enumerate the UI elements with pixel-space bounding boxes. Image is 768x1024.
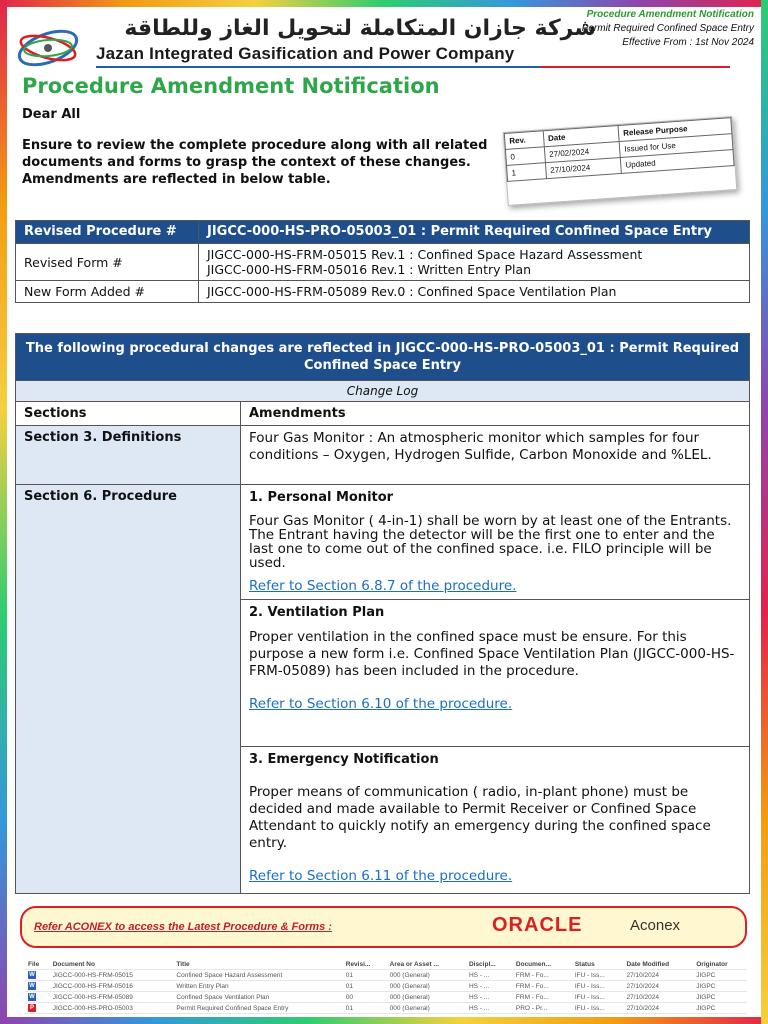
change-log-title: Change Log <box>16 381 750 402</box>
revised-form-2: JIGCC-000-HS-FRM-05016 Rev.1 : Written Entry Plan <box>207 262 532 277</box>
procedure-table <box>15 220 750 303</box>
doc-number: JIGCC-000-HS-FRM-05015 <box>50 970 174 981</box>
date-cell: 27/02/2024 <box>544 142 620 163</box>
doc-type: PRO - Pr... <box>513 1003 572 1014</box>
word-file-icon: W <box>29 994 35 1000</box>
date-cell: 27/10/2024 <box>545 157 621 178</box>
amendment-title: 2. Ventilation Plan <box>249 605 385 620</box>
doc-area: 000 (General) <box>387 981 466 992</box>
table-row[interactable] <box>25 1003 747 1014</box>
revised-procedure-label: Revised Procedure # <box>16 221 199 244</box>
doc-revision: 01 <box>343 970 387 981</box>
border-bottom <box>0 1017 768 1024</box>
doc-title: Confined Space Hazard Assessment <box>173 970 342 981</box>
sections-header: Sections <box>16 402 241 426</box>
amendments-header: Amendments <box>241 402 750 426</box>
doc-originator: JIGPC <box>693 992 747 1003</box>
date-header: Date <box>543 126 619 147</box>
doc-revision: 01 <box>343 981 387 992</box>
doc-title: Confined Space Ventilation Plan <box>173 992 342 1003</box>
doc-number: JIGCC-000-HS-FRM-05016 <box>50 981 174 992</box>
aconex-instruction[interactable]: Refer ACONEX to access the Latest Procedure & Forms : <box>34 921 332 933</box>
section-link[interactable]: Refer to Section 6.11 of the procedure. <box>249 868 513 884</box>
purpose-cell: Issued for Use <box>619 134 733 158</box>
word-file-icon: W <box>29 972 35 978</box>
doc-status: IFU - Iss... <box>572 970 624 981</box>
doc-status: IFU - Iss... <box>572 1003 624 1014</box>
border-right <box>761 0 768 1024</box>
revised-form-values <box>199 244 750 281</box>
rev-cell: 1 <box>507 163 547 182</box>
doc-type: FRM - Fo... <box>513 981 572 992</box>
header-effective-date: Effective From : 1st Nov 2024 <box>622 37 754 48</box>
doc-originator: JIGPC <box>693 1003 747 1014</box>
definitions-text: Four Gas Monitor : An atmospheric monitor which samples for four conditions – Oxygen, Hydrogen Sulfide, Carbon Monoxide and %LEL. <box>241 426 750 485</box>
col-file[interactable]: File <box>25 960 50 970</box>
doc-discipline: HS - ... <box>466 981 513 992</box>
revised-procedure-value: JIGCC-000-HS-PRO-05003_01 : Permit Required Confined Space Entry <box>199 221 750 244</box>
doc-number: JIGCC-000-HS-FRM-05089 <box>50 992 174 1003</box>
intro-text: Ensure to review the complete procedure along with all related documents and forms to grasp the context of these changes. Amendments are reflected in below table. <box>22 138 488 187</box>
oracle-logo: ORACLE <box>492 914 583 936</box>
company-name-english: Jazan Integrated Gasification and Power Company <box>96 44 515 63</box>
header-doc-type: Procedure Amendment Notification <box>586 9 754 20</box>
doc-discipline: HS - ... <box>466 1003 513 1014</box>
company-logo <box>14 20 86 76</box>
amendment-item <box>241 485 750 600</box>
col-discipline[interactable]: Discipl... <box>466 960 513 970</box>
revised-form-label: Revised Form # <box>16 244 199 281</box>
procedure-section: Section 6. Procedure <box>16 485 241 894</box>
doc-status: IFU - Iss... <box>572 992 624 1003</box>
section-link[interactable]: Refer to Section 6.8.7 of the procedure. <box>249 578 517 594</box>
doc-discipline: HS - ... <box>466 992 513 1003</box>
revision-table <box>503 116 738 206</box>
revised-form-1: JIGCC-000-HS-FRM-05015 Rev.1 : Confined Space Hazard Assessment <box>207 247 643 262</box>
doc-revision: 01 <box>343 1003 387 1014</box>
purpose-header: Release Purpose <box>618 118 732 142</box>
doc-type: FRM - Fo... <box>513 992 572 1003</box>
amendment-text: Proper means of communication ( radio, in-plant phone) must be decided and made available to Permit Receiver or Confined Space Attendant to quickly notify an emergency during the confined space entry. <box>249 784 711 851</box>
doc-number: JIGCC-000-HS-PRO-05003 <box>50 1003 174 1014</box>
doc-type: FRM - Fo... <box>513 970 572 981</box>
purpose-cell: Updated <box>620 150 734 174</box>
col-status[interactable]: Status <box>572 960 624 970</box>
amendment-title: 3. Emergency Notification <box>249 752 439 767</box>
doc-status: IFU - Iss... <box>572 981 624 992</box>
page-title: Procedure Amendment Notification <box>22 74 440 98</box>
doc-originator: JIGPC <box>693 970 747 981</box>
doc-area: 000 (General) <box>387 992 466 1003</box>
aconex-banner <box>20 906 747 948</box>
doc-originator: JIGPC <box>693 981 747 992</box>
word-file-icon: W <box>29 983 35 989</box>
rev-cell: 0 <box>505 147 545 166</box>
col-area[interactable]: Area or Asset ... <box>387 960 466 970</box>
border-top <box>0 0 768 7</box>
new-form-value: JIGCC-000-HS-FRM-05089 Rev.0 : Confined Space Ventilation Plan <box>199 281 750 303</box>
table-row[interactable] <box>25 981 747 992</box>
pdf-file-icon: P <box>29 1005 34 1011</box>
doc-title: Written Entry Plan <box>173 981 342 992</box>
border-left <box>0 0 7 1024</box>
header-meta <box>582 8 754 50</box>
amendment-item <box>241 600 750 747</box>
doc-date: 27/10/2024 <box>623 992 693 1003</box>
doc-discipline: HS - ... <box>466 970 513 981</box>
amendment-text: Proper ventilation in the confined space must be ensure. For this purpose a new form i.e. Confined Space Ventilation Plan (JIGCC-000-HS-FRM-05089) has been included in the procedure. <box>249 629 735 679</box>
definitions-section: Section 3. Definitions <box>16 426 241 485</box>
doc-date: 27/10/2024 <box>623 1003 693 1014</box>
rev-header: Rev. <box>504 131 544 150</box>
new-form-label: New Form Added # <box>16 281 199 303</box>
doc-date: 27/10/2024 <box>623 981 693 992</box>
header-divider <box>96 66 730 68</box>
greeting: Dear All <box>22 107 81 122</box>
aconex-documents-table <box>25 960 747 1014</box>
col-originator[interactable]: Originator <box>693 960 747 970</box>
changes-table <box>15 333 750 894</box>
header-subject: Permit Required Confined Space Entry <box>581 23 754 34</box>
amendment-title: 1. Personal Monitor <box>249 490 394 505</box>
col-revision[interactable]: Revisi... <box>343 960 387 970</box>
doc-area: 000 (General) <box>387 1003 466 1014</box>
doc-date: 27/10/2024 <box>623 970 693 981</box>
col-document-no[interactable]: Document No <box>50 960 174 970</box>
amendment-text: Four Gas Monitor ( 4-in-1) shall be worn by at least one of the Entrants. The Entrant having the detector will be the first one to enter and the last one to come out of the confined space. i.e. FILO principle will be used. <box>249 513 732 571</box>
col-date-modified[interactable]: Date Modified <box>623 960 693 970</box>
table-row[interactable] <box>25 970 747 981</box>
doc-revision: 00 <box>343 992 387 1003</box>
amendment-item <box>241 747 750 894</box>
doc-area: 000 (General) <box>387 970 466 981</box>
col-title[interactable]: Title <box>173 960 342 970</box>
changes-banner: The following procedural changes are reflected in JIGCC-000-HS-PRO-05003_01 : Permit Required Confined Space Entry <box>16 334 750 381</box>
company-name-arabic: شركة جازان المتكاملة لتحويل الغاز وللطاقة <box>124 16 596 41</box>
aconex-logo: Aconex <box>630 917 681 934</box>
col-document-type[interactable]: Documen... <box>513 960 572 970</box>
table-row[interactable] <box>25 992 747 1003</box>
doc-title: Permit Required Confined Space Entry <box>173 1003 342 1014</box>
section-link[interactable]: Refer to Section 6.10 of the procedure. <box>249 696 513 712</box>
